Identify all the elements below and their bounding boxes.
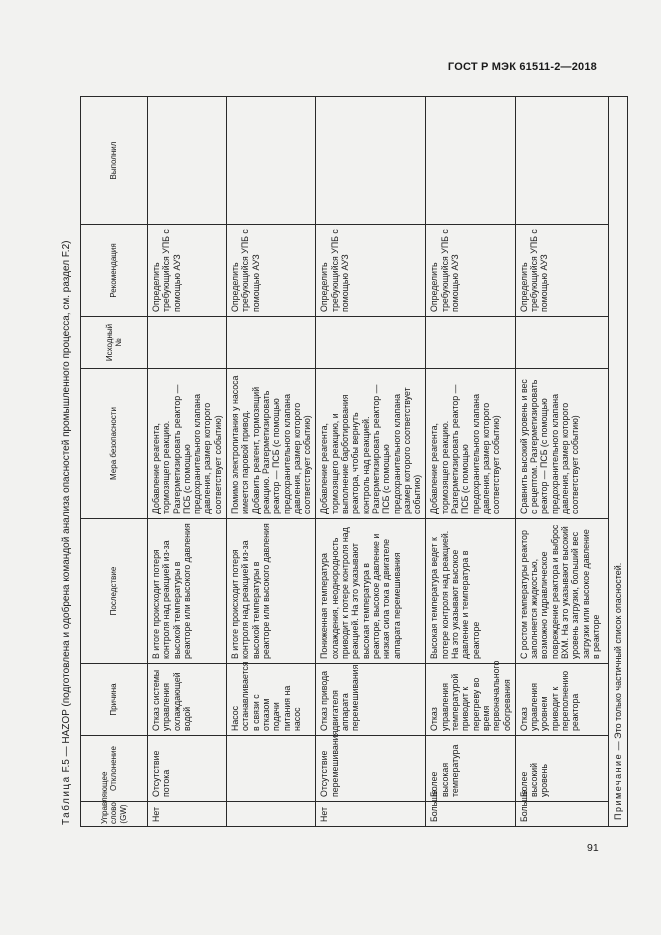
cell-gw: Нет [316,802,426,827]
table-row [148,97,227,827]
cell-cause: Насос останавливается в связи с отказом подачи питания на насос [227,664,316,736]
col-header-ref: Исходный № [81,317,148,369]
cell-safeguard: Добавление реагента, тормозящего реакцию, и выполнение барботирования реактора, чтобы вернуть контроль над реакцией. Разгерметизировать реактор — ПСБ (с помощью предохранительного клапана размер которого соответствует событию) [316,369,426,519]
cell-ref [316,317,426,369]
hazop-table [80,96,628,827]
cell-deviation: Более высокая температура [426,736,515,802]
cell-cause: Отказ системы управления охлаждающей водой [148,664,227,736]
cell-consequence: Высокая температура ведет к потере контроля над реакцией. На это указывают высокое давление и температура в реакторе [426,519,515,664]
caption-prefix: Таблица [61,775,72,825]
cell-gw: Больше [426,802,515,827]
col-header-gw: Управляющее слово (GW) [81,802,148,827]
table-row [227,97,316,827]
cell-recommendation: Определить требующийся УПБ с помощью АУЗ [148,225,227,317]
cell-done [515,97,608,225]
cell-consequence: В итоге происходит потеря контроля над реакцией из-за высокой температуры в реакторе или высокого давления [227,519,316,664]
table-row [426,97,515,827]
cell-consequence: С ростом температуры реактор заполняется жидкостью, возможно гидравлическое повреждение реактора и выброс ВХМ. На это указывают высокий уровень загрузки, больший вес загрузки или высокое давление в реакторе [515,519,608,664]
cell-safeguard: Добавление реагента, тормозящего реакцию. Разгерметизировать реактор — ПСБ (с помощью предохранительного клапана давления, размер которого соответствует событию) [426,369,515,519]
cell-deviation: Более высокий уровень [515,736,608,802]
note-text: — Это только частичный список опасностей. [612,562,623,751]
standard-header: ГОСТ Р МЭК 61511-2—2018 [447,61,597,73]
cell-ref [515,317,608,369]
col-header-cause: Причина [81,664,148,736]
col-header-recommendation: Рекомендация [81,225,148,317]
table-row [515,97,608,827]
cell-gw [227,802,316,827]
cell-consequence: Пониженная температура охлаждения, неоднородность приводит к потере контроля над реакцией. На это указывают высокая температура в реакторе, высокое давление и низкая сила тока в двигателе аппарата перемешивания [316,519,426,664]
cell-deviation: Отсутствие потока [148,736,227,802]
table-note [608,97,627,827]
cell-done [227,97,316,225]
cell-done [316,97,426,225]
cell-cause: Отказ управления уровнем приводит к переполнению реактора [515,664,608,736]
cell-consequence: В итоге происходит потеря контроля над реакцией из-за высокой температуры в реакторе или высокого давления [148,519,227,664]
cell-done [426,97,515,225]
col-header-safeguard: Мера безопасности [81,369,148,519]
table-caption [60,95,74,825]
cell-deviation: Отсутствие перемешивания [316,736,426,802]
cell-safeguard: Сравнить высокий уровень и вес с рецептом. Разгерметизировать реактор — ПСБ (с помощью предохранительного клапана давления, размер которого соответствует событию) [515,369,608,519]
col-header-done: Выполнил [81,97,148,225]
cell-recommendation: Определить требующийся УПБ с помощью АУЗ [227,225,316,317]
cell-safeguard: Помимо электропитания у насоса имеется паровой привод. Добавить реагент, тормозящий реакцию. Разгерметизировать реактор — ПСБ (с помощью предохранительного клапана давления, размер которого соответствует событию) [227,369,316,519]
cell-gw: Нет [148,802,227,827]
col-header-consequence: Последствие [81,519,148,664]
cell-ref [426,317,515,369]
note-prefix: Примечание [612,752,623,820]
table-header-row [81,97,148,827]
caption-text: F.5 — HAZOP (подготовлена и одобрена командой анализа опасностей промышленного процесса, см. раздел F.2) [61,240,72,773]
cell-gw: Больше [515,802,608,827]
col-header-deviation: Отклонение [81,736,148,802]
cell-done [148,97,227,225]
cell-cause: Отказ привода двигателя аппарата перемешивания [316,664,426,736]
cell-safeguard: Добавление реагента, тормозящего реакцию. Разгерметизировать реактор — ПСБ (с помощью предохранительного клапана давления, размер которого соответствует событию) [148,369,227,519]
cell-deviation [227,736,316,802]
page-number: 91 [587,842,599,854]
cell-ref [148,317,227,369]
cell-ref [227,317,316,369]
cell-cause: Отказ управления температурой приводит к перегреву во время первоначального обогревания [426,664,515,736]
cell-recommendation: Определить требующийся УПБ с помощью АУЗ [316,225,426,317]
rotated-table-block [60,97,623,827]
cell-recommendation: Определить требующийся УПБ с помощью АУЗ [426,225,515,317]
table-row [316,97,426,827]
table-note-row [608,97,627,827]
cell-recommendation: Определить требующийся УПБ с помощью АУЗ [515,225,608,317]
